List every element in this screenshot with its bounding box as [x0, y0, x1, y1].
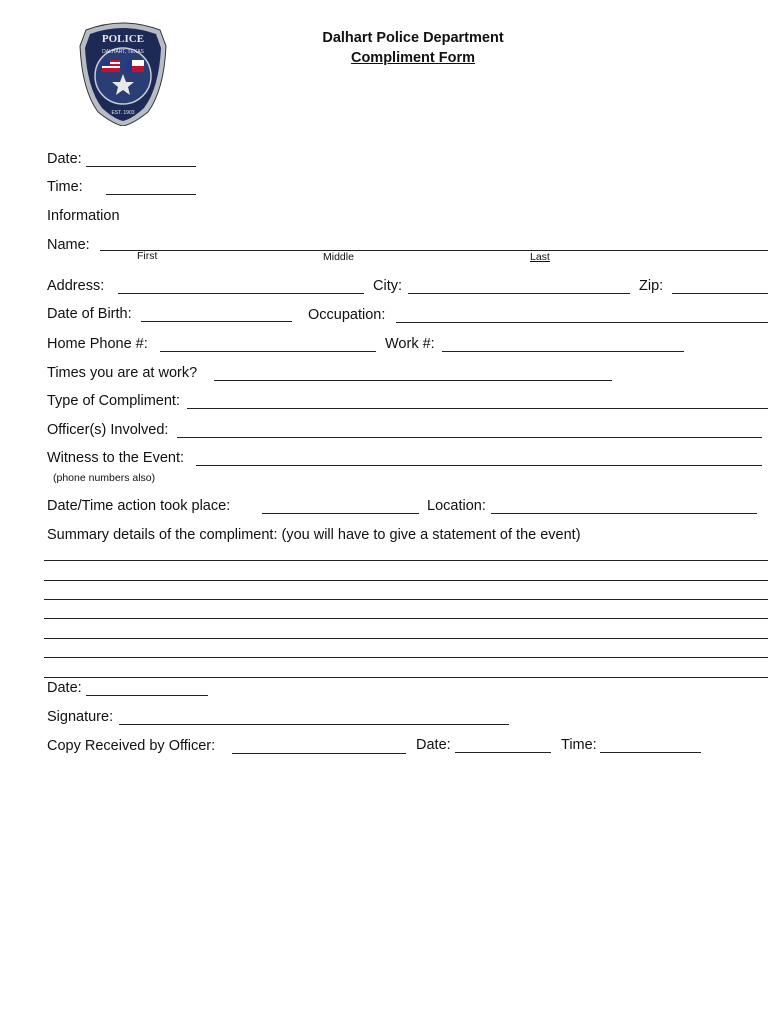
- city-field[interactable]: [408, 293, 630, 294]
- datetime-action-field[interactable]: [262, 513, 419, 514]
- home-phone-label: Home Phone #:: [47, 336, 148, 352]
- time3-field[interactable]: [600, 752, 701, 753]
- summary-line[interactable]: [44, 657, 768, 658]
- date-label: Date:: [47, 151, 82, 167]
- summary-line[interactable]: [44, 638, 768, 639]
- location-label: Location:: [427, 498, 486, 514]
- summary-line[interactable]: [44, 560, 768, 561]
- department-title: Dalhart Police Department: [322, 30, 504, 46]
- information-heading: Information: [47, 208, 120, 224]
- time-field[interactable]: [106, 194, 196, 195]
- copy-received-label: Copy Received by Officer:: [47, 738, 216, 754]
- witness-note: (phone numbers also): [53, 472, 156, 484]
- name-last-caption: Last: [530, 251, 550, 263]
- witness-field[interactable]: [196, 465, 762, 466]
- date2-field[interactable]: [86, 695, 208, 696]
- time3-label: Time:: [561, 737, 597, 753]
- date3-field[interactable]: [455, 752, 551, 753]
- signature-label: Signature:: [47, 709, 114, 725]
- copy-received-field[interactable]: [232, 753, 406, 754]
- times-at-work-field[interactable]: [214, 380, 612, 381]
- datetime-action-label: Date/Time action took place:: [47, 498, 231, 514]
- summary-label: Summary details of the compliment: (you will have to give a statement of the event): [47, 527, 581, 543]
- date-field[interactable]: [86, 166, 196, 167]
- time-label: Time:: [47, 179, 83, 195]
- zip-field[interactable]: [672, 293, 768, 294]
- badge-est-text: EST. 1903: [111, 110, 135, 116]
- summary-line[interactable]: [44, 580, 768, 581]
- name-first-caption: First: [137, 250, 158, 262]
- dob-field[interactable]: [141, 321, 292, 322]
- occupation-label: Occupation:: [308, 307, 386, 323]
- name-field[interactable]: [100, 250, 768, 251]
- signature-field[interactable]: [119, 724, 509, 725]
- witness-label: Witness to the Event:: [47, 450, 185, 466]
- form-title: Compliment Form: [350, 50, 476, 66]
- badge-mid-text: DALHART, TEXAS: [102, 49, 144, 55]
- address-label: Address:: [47, 278, 105, 294]
- badge-top-text: POLICE: [101, 33, 145, 45]
- address-field[interactable]: [118, 293, 364, 294]
- name-label: Name:: [47, 237, 90, 253]
- occupation-field[interactable]: [396, 322, 768, 323]
- name-middle-caption: Middle: [323, 251, 354, 263]
- dob-label: Date of Birth:: [47, 306, 132, 322]
- work-phone-field[interactable]: [442, 351, 684, 352]
- police-badge-logo: [78, 20, 168, 126]
- work-phone-label: Work #:: [385, 336, 435, 352]
- times-at-work-label: Times you are at work?: [47, 365, 198, 381]
- date2-label: Date:: [47, 680, 82, 696]
- home-phone-field[interactable]: [160, 351, 376, 352]
- officers-involved-label: Officer(s) Involved:: [47, 422, 169, 438]
- type-of-compliment-field[interactable]: [187, 408, 768, 409]
- type-of-compliment-label: Type of Compliment:: [47, 393, 180, 409]
- zip-label: Zip:: [639, 278, 664, 294]
- city-label: City:: [373, 278, 402, 294]
- summary-line[interactable]: [44, 677, 768, 678]
- officers-involved-field[interactable]: [177, 437, 762, 438]
- summary-line[interactable]: [44, 618, 768, 619]
- location-field[interactable]: [491, 513, 757, 514]
- summary-line[interactable]: [44, 599, 768, 600]
- date3-label: Date:: [416, 737, 451, 753]
